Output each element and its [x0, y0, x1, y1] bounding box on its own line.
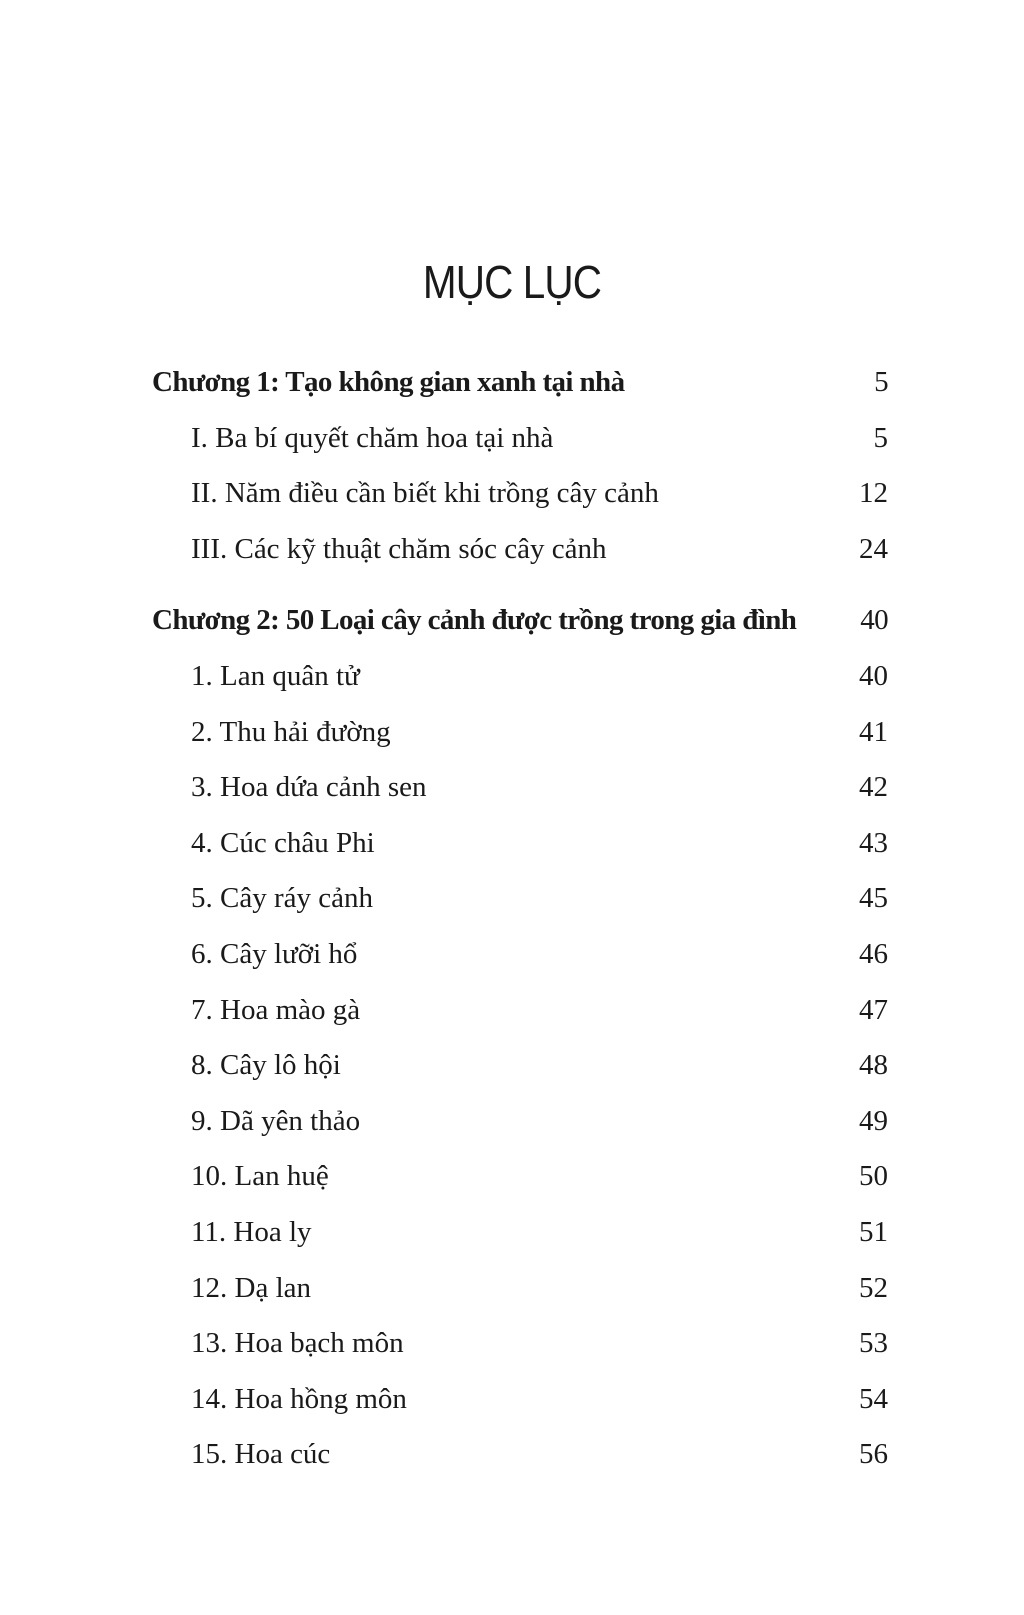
toc-page-number: 41 [859, 715, 888, 748]
toc-page-number: 46 [859, 937, 888, 970]
toc-entry [152, 705, 888, 761]
toc-entry-title: II. Năm điều cần biết khi trồng cây cảnh [191, 477, 659, 510]
section-spacer [152, 577, 888, 593]
toc-entry [152, 983, 888, 1039]
toc-entry-title: 2. Thu hải đường [191, 715, 391, 748]
toc-entry-title: 7. Hoa mào gà [191, 993, 361, 1026]
toc-page-number: 5 [874, 366, 888, 398]
toc-entry-title: 4. Cúc châu Phi [191, 826, 375, 859]
toc-entry [152, 649, 888, 705]
toc-page-number: 24 [859, 532, 888, 565]
toc-entry [152, 1149, 888, 1205]
toc-entry-title: 6. Cây lưỡi hổ [191, 937, 358, 970]
toc-entry-title: 3. Hoa dứa cảnh sen [191, 771, 427, 804]
toc-entry [152, 466, 888, 522]
toc-entry [152, 1094, 888, 1150]
toc-entry-title: 5. Cây ráy cảnh [191, 882, 373, 915]
toc-entry [152, 1372, 888, 1428]
toc-entry [152, 1261, 888, 1317]
toc-page-number: 50 [859, 1160, 888, 1193]
toc-entry-title: 8. Cây lô hội [191, 1049, 341, 1082]
toc-entry-title: 12. Dạ lan [191, 1271, 311, 1304]
table-of-contents [152, 355, 888, 1483]
toc-chapter-title: Chương 2: 50 Loại cây cảnh được trồng trong gia đình [152, 604, 797, 637]
toc-page-number: 45 [859, 882, 888, 915]
toc-entry [152, 1427, 888, 1483]
toc-page-number: 56 [859, 1438, 888, 1471]
toc-page-number: 51 [859, 1215, 888, 1248]
toc-entry [152, 1316, 888, 1372]
toc-entry [152, 927, 888, 983]
toc-entry-title: 9. Dã yên thảo [191, 1104, 361, 1137]
toc-page-number: 40 [859, 659, 888, 692]
toc-entry-title: 10. Lan huệ [191, 1160, 329, 1193]
toc-entry-title: I. Ba bí quyết chăm hoa tại nhà [191, 421, 554, 454]
toc-entry-title: 11. Hoa ly [191, 1215, 312, 1248]
toc-page-number: 42 [859, 771, 888, 804]
toc-chapter-title: Chương 1: Tạo không gian xanh tại nhà [152, 366, 625, 398]
page-title: MỤC LỤC [422, 256, 602, 308]
toc-entry [152, 1205, 888, 1261]
toc-page-number: 43 [859, 826, 888, 859]
toc-entry-title: 1. Lan quân tử [191, 659, 360, 692]
toc-page-number: 40 [860, 604, 888, 637]
toc-entry-title: 13. Hoa bạch môn [191, 1327, 404, 1360]
toc-page-number: 48 [859, 1049, 888, 1082]
toc-page-number: 47 [859, 993, 888, 1026]
toc-page-number: 52 [859, 1271, 888, 1304]
toc-entry [152, 411, 888, 467]
toc-entry-title: 15. Hoa cúc [191, 1438, 331, 1471]
toc-page-number: 54 [859, 1382, 888, 1415]
toc-page-number: 53 [859, 1327, 888, 1360]
toc-entry [152, 816, 888, 872]
toc-entry [152, 760, 888, 816]
toc-entry-title: 14. Hoa hồng môn [191, 1382, 407, 1415]
toc-entry [152, 871, 888, 927]
toc-entry-title: III. Các kỹ thuật chăm sóc cây cảnh [191, 532, 607, 565]
toc-entry [152, 522, 888, 578]
toc-page-number: 12 [859, 477, 888, 510]
toc-page-number: 49 [859, 1104, 888, 1137]
toc-entry [152, 1038, 888, 1094]
toc-page-number: 5 [873, 421, 888, 454]
toc-chapter [152, 593, 888, 649]
toc-chapter [152, 355, 888, 411]
